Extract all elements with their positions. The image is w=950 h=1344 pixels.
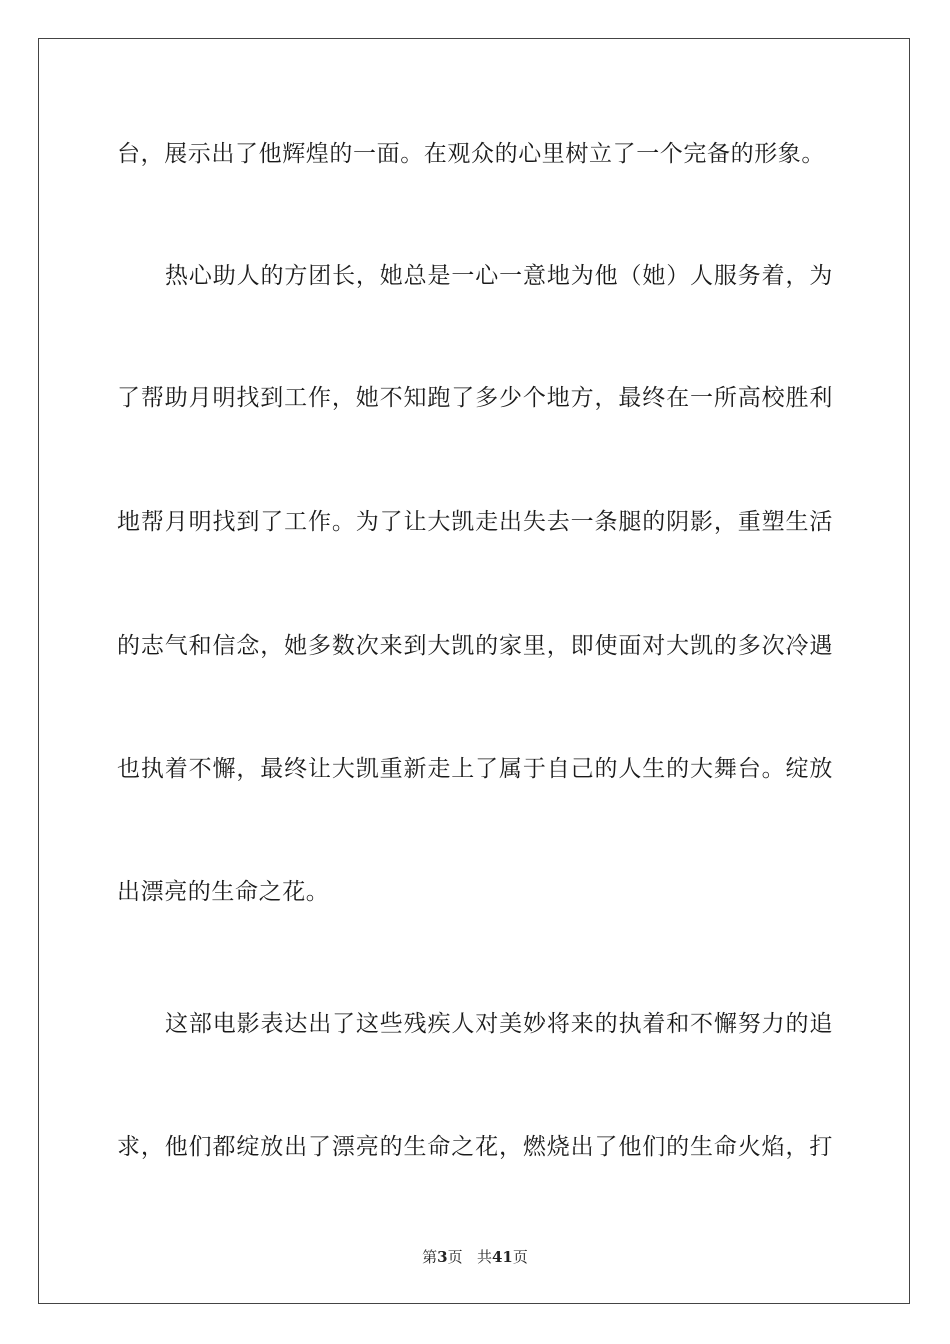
page-number-prefix: 第	[422, 1248, 438, 1266]
text-line-4: 地帮月明找到了工作。为了让大凯走出失去一条腿的阴影，重塑生活	[117, 509, 833, 535]
text-line-1: 台，展示出了他辉煌的一面。在观众的心里树立了一个完备的形象。	[117, 141, 825, 167]
page-border	[38, 38, 910, 1304]
text-line-5: 的志气和信念，她多数次来到大凯的家里，即使面对大凯的多次冷遇	[117, 633, 833, 659]
text-line-6: 也执着不懈，最终让大凯重新走上了属于自己的人生的大舞台。绽放	[117, 756, 833, 782]
text-line-2: 热心助人的方团长，她总是一心一意地为他（她）人服务着，为	[165, 263, 833, 289]
current-page-number: 3	[437, 1248, 448, 1266]
total-pages-prefix: 共	[476, 1248, 492, 1266]
text-line-8: 这部电影表达出了这些残疾人对美妙将来的执着和不懈努力的追	[165, 1011, 833, 1037]
total-pages-suffix: 页	[512, 1248, 528, 1266]
text-line-9: 求，他们都绽放出了漂亮的生命之花，燃烧出了他们的生命火焰，打	[117, 1134, 833, 1160]
total-pages-number: 41	[491, 1248, 513, 1266]
text-line-3: 了帮助月明找到工作，她不知跑了多少个地方，最终在一所高校胜利	[117, 385, 833, 411]
page-footer	[0, 1247, 950, 1267]
text-line-7: 出漂亮的生命之花。	[117, 879, 330, 905]
page-number-suffix: 页	[447, 1248, 463, 1266]
